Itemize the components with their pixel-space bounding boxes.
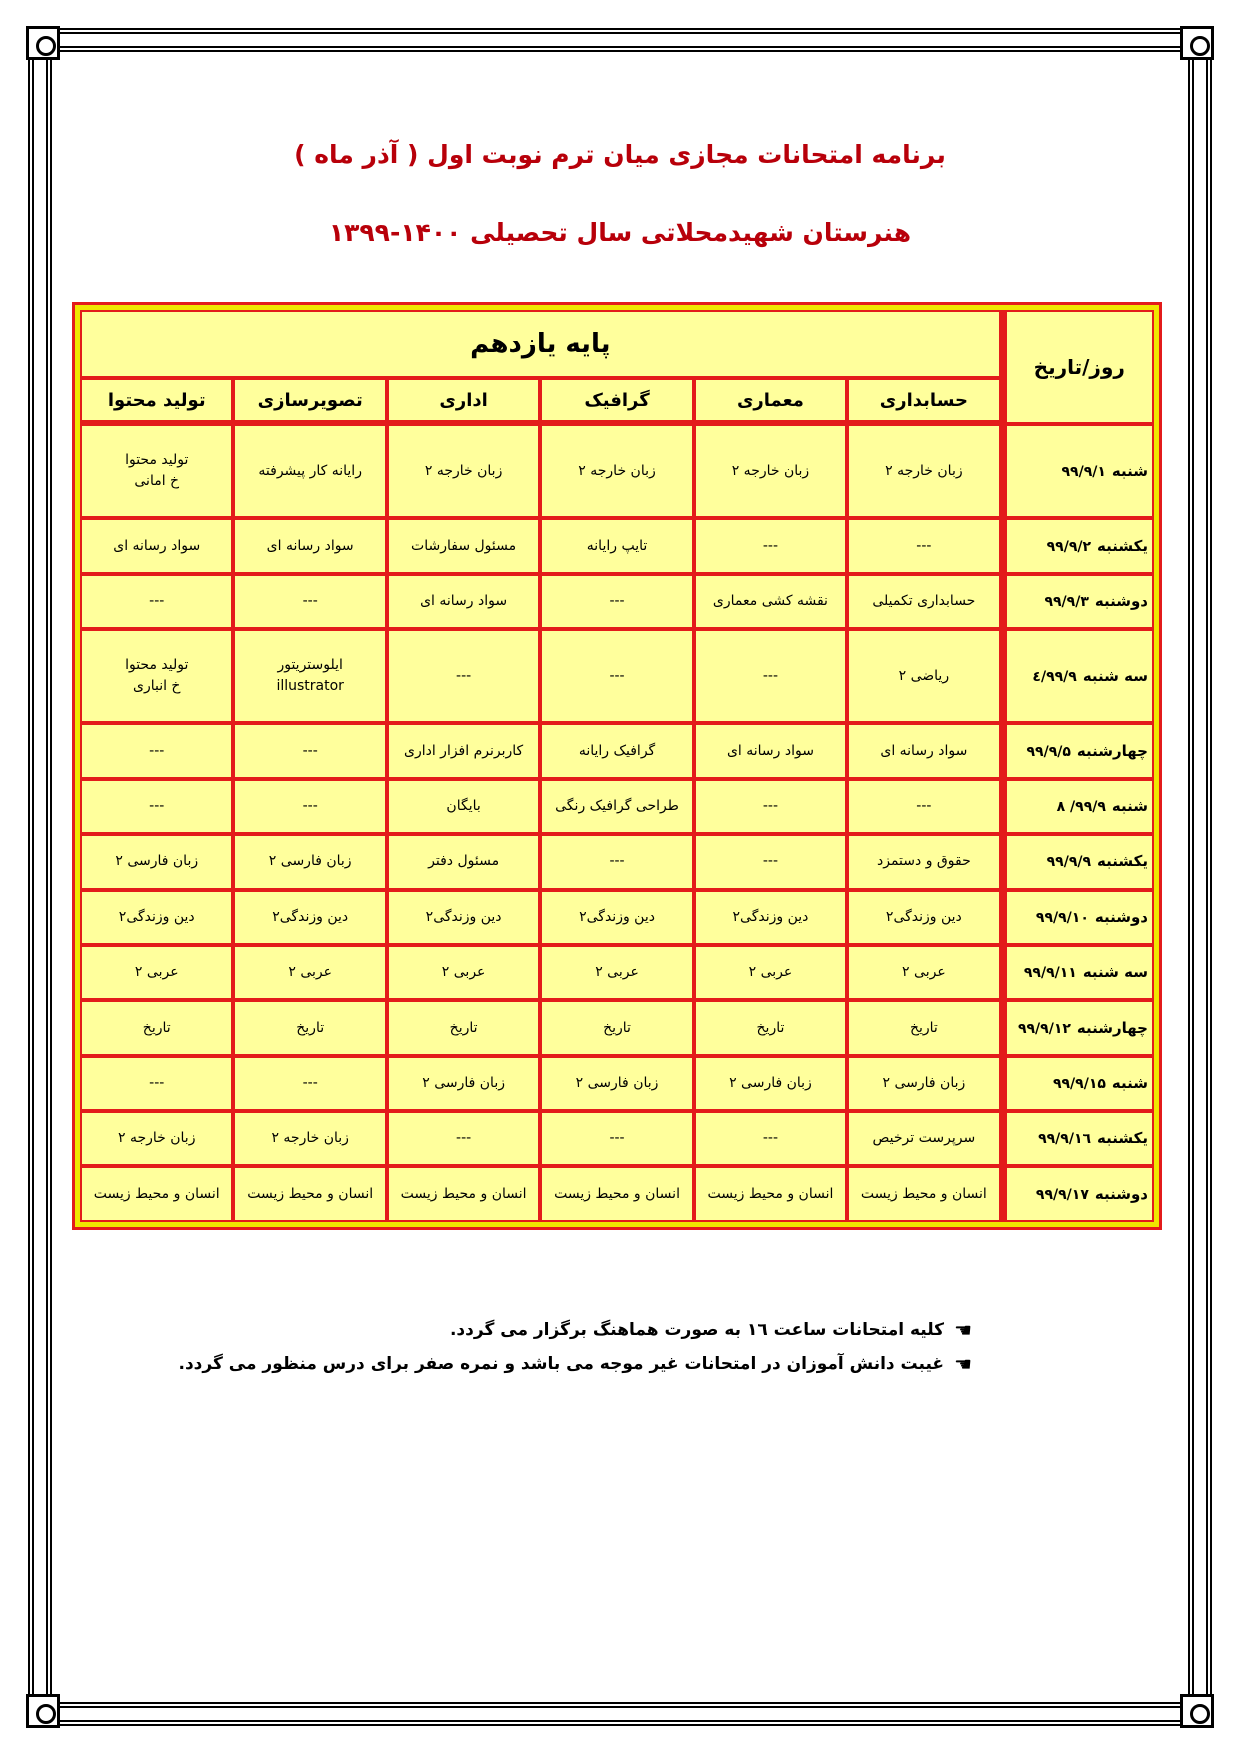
subject-cell: ریاضی ۲	[847, 629, 1000, 723]
table-row	[80, 723, 1154, 778]
subject-cell: انسان و محیط زیست	[387, 1166, 540, 1222]
table-row	[80, 424, 1154, 518]
table-row	[80, 779, 1154, 834]
notes-section	[178, 1318, 972, 1386]
exam-date: ۹۹/۹/ ۸	[1056, 799, 1106, 816]
day-date-cell	[1001, 945, 1154, 1000]
subject-cell: ---	[694, 1111, 847, 1166]
subject-cell: تولید محتوا خ انباری	[80, 629, 233, 723]
subject-cell: زبان فارسی ۲	[847, 1056, 1000, 1111]
subject-cell: تاریخ	[847, 1000, 1000, 1055]
exam-schedule-table	[72, 302, 1162, 1230]
subject-cell: ---	[540, 574, 693, 629]
subject-cell: ---	[233, 1056, 386, 1111]
subject-cell: ---	[694, 518, 847, 573]
subject-cell: عربی ۲	[694, 945, 847, 1000]
day-name: شنبه	[1111, 1073, 1148, 1092]
day-name: سه شنبه	[1082, 666, 1148, 685]
subject-cell: زبان خارجه ۲	[233, 1111, 386, 1166]
subject-cell: دین وزندگی۲	[387, 890, 540, 945]
subject-cell: دین وزندگی۲	[694, 890, 847, 945]
subject-cell: حسابداری تکمیلی	[847, 574, 1000, 629]
column-header: تولید محتوا	[80, 378, 233, 424]
table-row	[80, 1056, 1154, 1111]
note-item	[178, 1352, 972, 1376]
subject-cell: کاربرنرم افزار اداری	[387, 723, 540, 778]
day-date-cell	[1001, 779, 1154, 834]
table-row	[80, 834, 1154, 889]
exam-date: ۹۹/۹/۱۰	[1035, 909, 1089, 926]
grade-header: پایه یازدهم	[80, 310, 1001, 378]
day-name: چهارشنبه	[1076, 741, 1148, 760]
pointing-hand-icon: ☚	[954, 1318, 972, 1342]
subject-cell: ---	[387, 1111, 540, 1166]
subject-cell: سواد رسانه ای	[80, 518, 233, 573]
note-item	[178, 1318, 972, 1342]
corner-ornament-icon	[1180, 1694, 1214, 1728]
pointing-hand-icon: ☚	[954, 1352, 972, 1376]
subject-cell: دین وزندگی۲	[540, 890, 693, 945]
day-name: شنبه	[1111, 797, 1148, 816]
subject-cell: انسان و محیط زیست	[694, 1166, 847, 1222]
subject-cell: عربی ۲	[387, 945, 540, 1000]
table-row	[80, 890, 1154, 945]
subject-cell: زبان فارسی ۲	[233, 834, 386, 889]
exam-date: ۹۹/۹/۵	[1026, 743, 1071, 760]
exam-date: ۹۹/۹/٤	[1032, 668, 1077, 685]
exam-date: ۹۹/۹/۱۱	[1023, 965, 1077, 982]
day-date-cell	[1001, 1056, 1154, 1111]
subject-cell: ---	[80, 723, 233, 778]
subject-cell: دین وزندگی۲	[233, 890, 386, 945]
day-name: یکشنبه	[1097, 1129, 1148, 1148]
subject-cell: رایانه کار پیشرفته	[233, 424, 386, 518]
corner-ornament-icon	[26, 26, 60, 60]
subject-cell: طراحی گرافیک رنگی	[540, 779, 693, 834]
exam-date: ۹۹/۹/۲	[1046, 538, 1092, 555]
table-row	[80, 629, 1154, 723]
subject-cell: عربی ۲	[540, 945, 693, 1000]
column-header: تصویرسازی	[233, 378, 386, 424]
day-date-cell	[1001, 1166, 1154, 1222]
day-date-cell	[1001, 424, 1154, 518]
subject-cell: گرافیک رایانه	[540, 723, 693, 778]
table-row	[80, 1111, 1154, 1166]
subject-cell: دین وزندگی۲	[847, 890, 1000, 945]
day-date-cell	[1001, 1111, 1154, 1166]
exam-date: ۹۹/۹/۱٦	[1038, 1131, 1092, 1148]
subject-cell: زبان فارسی ۲	[540, 1056, 693, 1111]
subject-cell: ---	[80, 779, 233, 834]
note-text: کلیه امتحانات ساعت ١٦ به صورت هماهنگ برگزار می گردد.	[449, 1320, 945, 1340]
subject-cell: ---	[80, 1056, 233, 1111]
subject-cell: ---	[694, 629, 847, 723]
subject-cell: تایپ رایانه	[540, 518, 693, 573]
subject-cell: ---	[540, 629, 693, 723]
subject-cell: ---	[694, 834, 847, 889]
column-header: اداری	[387, 378, 540, 424]
subject-cell: عربی ۲	[233, 945, 386, 1000]
document-title: برنامه امتحانات مجازی میان ترم نوبت اول ( آذر ماه )	[294, 140, 946, 169]
subject-cell: انسان و محیط زیست	[847, 1166, 1000, 1222]
subject-cell: حقوق و دستمزد	[847, 834, 1000, 889]
subject-cell: ---	[387, 629, 540, 723]
exam-date: ۹۹/۹/۱۲	[1017, 1020, 1071, 1037]
subject-cell: انسان و محیط زیست	[540, 1166, 693, 1222]
subject-cell: زبان خارجه ۲	[847, 424, 1000, 518]
subject-cell: تاریخ	[694, 1000, 847, 1055]
column-header: گرافیک	[540, 378, 693, 424]
subject-cell: زبان خارجه ۲	[387, 424, 540, 518]
subject-cell: زبان خارجه ۲	[540, 424, 693, 518]
exam-date: ۹۹/۹/۱۵	[1052, 1075, 1106, 1092]
subject-cell: ---	[540, 834, 693, 889]
note-text: غیبت دانش آموزان در امتحانات غیر موجه می باشد و نمره صفر برای درس منظور می گردد.	[178, 1354, 945, 1374]
table-row	[80, 945, 1154, 1000]
day-name: دوشنبه	[1094, 907, 1148, 926]
subject-cell: سواد رسانه ای	[387, 574, 540, 629]
subject-cell: زبان فارسی ۲	[694, 1056, 847, 1111]
day-date-cell	[1001, 629, 1154, 723]
subject-cell: سواد رسانه ای	[233, 518, 386, 573]
subject-cell: تاریخ	[80, 1000, 233, 1055]
subject-cell: زبان فارسی ۲	[80, 834, 233, 889]
day-name: دوشنبه	[1094, 1184, 1148, 1203]
day-date-header: روز/تاریخ	[1001, 310, 1154, 424]
subject-cell: ---	[694, 779, 847, 834]
subject-cell: تاریخ	[540, 1000, 693, 1055]
day-date-cell	[1001, 890, 1154, 945]
day-date-cell	[1001, 723, 1154, 778]
table-row	[80, 1166, 1154, 1222]
subject-cell: تاریخ	[387, 1000, 540, 1055]
day-date-cell	[1001, 834, 1154, 889]
day-name: شنبه	[1111, 461, 1148, 480]
subject-cell: سواد رسانه ای	[694, 723, 847, 778]
subject-cell: تولید محتوا خ امانی	[80, 424, 233, 518]
day-name: سه شنبه	[1082, 963, 1148, 982]
column-header: معماری	[694, 378, 847, 424]
subject-cell: زبان فارسی ۲	[387, 1056, 540, 1111]
column-header: حسابداری	[847, 378, 1000, 424]
exam-date: ۹۹/۹/۳	[1044, 593, 1089, 610]
day-date-cell	[1001, 1000, 1154, 1055]
subject-cell: عربی ۲	[80, 945, 233, 1000]
subject-cell: زبان خارجه ۲	[80, 1111, 233, 1166]
subject-cell: دین وزندگی۲	[80, 890, 233, 945]
day-date-cell	[1001, 574, 1154, 629]
subject-cell: ---	[233, 779, 386, 834]
exam-date: ۹۹/۹/۹	[1046, 854, 1092, 871]
subject-cell: انسان و محیط زیست	[233, 1166, 386, 1222]
day-name: یکشنبه	[1097, 852, 1148, 871]
subject-cell: سواد رسانه ای	[847, 723, 1000, 778]
subject-cell: سرپرست ترخیص	[847, 1111, 1000, 1166]
table-row	[80, 518, 1154, 573]
document-subtitle: هنرستان شهیدمحلاتی سال تحصیلی ۱۴۰۰-۱۳۹۹	[328, 218, 912, 247]
subject-cell: ---	[80, 574, 233, 629]
subject-cell: انسان و محیط زیست	[80, 1166, 233, 1222]
corner-ornament-icon	[1180, 26, 1214, 60]
day-name: چهارشنبه	[1076, 1018, 1148, 1037]
day-name: دوشنبه	[1094, 591, 1148, 610]
corner-ornament-icon	[26, 1694, 60, 1728]
subject-cell: ---	[233, 723, 386, 778]
subject-cell: ---	[233, 574, 386, 629]
subject-cell: مسئول سفارشات	[387, 518, 540, 573]
subject-cell: ---	[847, 779, 1000, 834]
subject-cell: بایگان	[387, 779, 540, 834]
table-row	[80, 574, 1154, 629]
subject-cell: تاریخ	[233, 1000, 386, 1055]
subject-cell: نقشه کشی معماری	[694, 574, 847, 629]
exam-date: ۹۹/۹/۱۷	[1035, 1186, 1089, 1203]
day-date-cell	[1001, 518, 1154, 573]
subject-cell: ---	[540, 1111, 693, 1166]
table-row	[80, 1000, 1154, 1055]
exam-date: ۹۹/۹/۱	[1061, 463, 1106, 480]
subject-cell: مسئول دفتر	[387, 834, 540, 889]
subject-cell: عربی ۲	[847, 945, 1000, 1000]
subject-cell: ایلوستریتور illustrator	[233, 629, 386, 723]
subject-cell: ---	[847, 518, 1000, 573]
day-name: یکشنبه	[1097, 536, 1148, 555]
subject-cell: زبان خارجه ۲	[694, 424, 847, 518]
